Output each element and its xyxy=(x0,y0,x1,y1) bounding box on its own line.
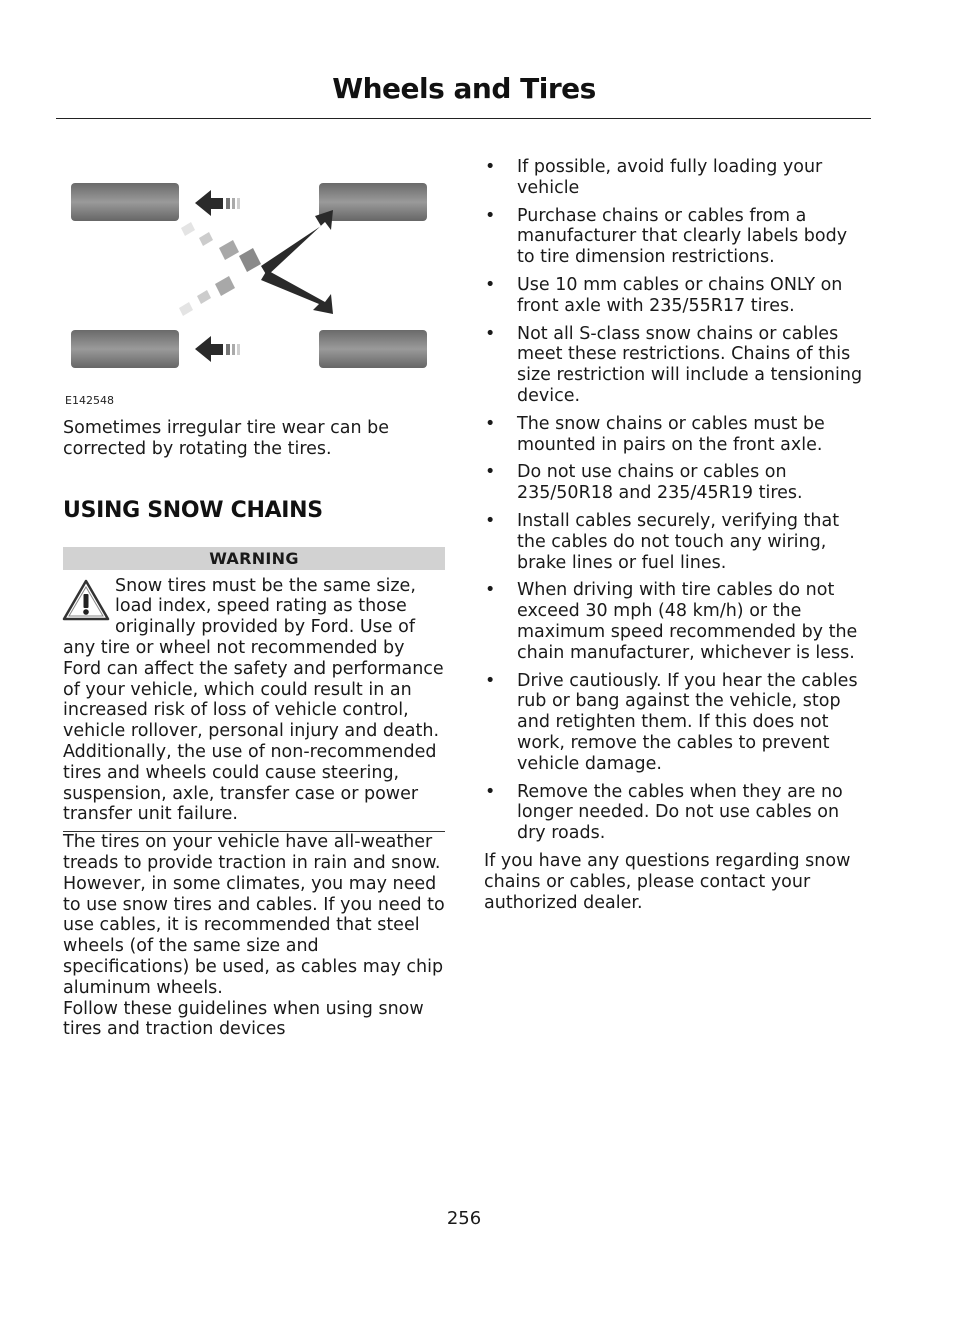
list-item xyxy=(484,275,866,317)
figure-code: E142548 xyxy=(65,394,114,407)
body-paragraph-guidelines: Follow these guidelines when using snow tires and traction devices xyxy=(63,998,424,1040)
bullet-glyph: • xyxy=(485,274,496,295)
diagonal-trail-lower xyxy=(179,276,235,316)
bullet-glyph: • xyxy=(485,157,496,177)
arrow-cross-down xyxy=(261,270,333,314)
list-item-text: Use 10 mm cables or chains ONLY on front axle with 235/55R17 tires. xyxy=(517,274,843,316)
bullet-glyph: • xyxy=(485,462,496,483)
list-item-text: Install cables securely, verifying that the cables do not touch any wiring, brake lines or fuel lines. xyxy=(517,510,840,573)
list-item xyxy=(484,671,866,775)
right-column xyxy=(484,157,866,913)
list-item xyxy=(484,580,866,663)
list-item-text: The snow chains or cables must be mounted in pairs on the front axle. xyxy=(517,413,825,455)
list-item xyxy=(484,782,866,844)
left-column xyxy=(63,170,445,1040)
arrow-cross-up xyxy=(261,210,333,276)
bullet-glyph: • xyxy=(485,510,496,531)
list-item-text: Purchase chains or cables from a manufacturer that clearly labels body to tire dimension restrictions. xyxy=(517,205,848,268)
warning-label: WARNING xyxy=(63,547,445,570)
list-item xyxy=(484,206,866,268)
tire-front-left xyxy=(71,183,179,221)
section-heading: USING SNOW CHAINS xyxy=(63,497,323,523)
list-item xyxy=(484,511,866,573)
tire-rear-right xyxy=(319,330,427,368)
list-item xyxy=(484,157,866,199)
body-paragraph-tires: The tires on your vehicle have all-weather treads to provide traction in rain and snow. However, in some climates, you may need to use snow tires and cables. If you need to use cables, it is recommended that steel wheels (of the same size and specifications) be used, as cables may chip aluminum wheels. xyxy=(63,832,445,998)
list-item-text: When driving with tire cables do not exceed 30 mph (48 km/h) or the maximum speed recommended by the chain manufacturer, whichever is less. xyxy=(517,580,858,663)
list-item-text: Remove the cables when they are no longer needed. Do not use cables on dry roads. xyxy=(517,781,843,844)
bullet-glyph: • xyxy=(485,580,496,601)
arrow-rear-left xyxy=(195,336,240,362)
warning-triangle-icon xyxy=(61,578,111,622)
title-rule xyxy=(56,118,871,119)
arrow-front-left xyxy=(195,190,240,216)
guideline-list xyxy=(484,157,866,844)
diagonal-trail-upper xyxy=(181,222,261,272)
list-item xyxy=(484,324,866,407)
warning-text: Snow tires must be the same size, load index, speed rating as those originally provided by Ford. Use of any tire or wheel not recommended by Ford can affect the safety and performance of your vehicle, which could result in an increased risk of loss of vehicle control, vehicle rollover, personal injury and death. Additionally, the use of non-recommended tires and wheels could cause steering, suspension, axle, transfer case or power transfer unit failure. xyxy=(63,575,444,825)
list-item xyxy=(484,462,866,504)
list-item xyxy=(484,414,866,456)
tire-rear-left xyxy=(71,330,179,368)
bullet-glyph: • xyxy=(485,205,496,226)
bullet-glyph: • xyxy=(485,323,496,344)
list-item-text: Drive cautiously. If you hear the cables rub or bang against the vehicle, stop and retighten them. If this does not work, remove the cables to prevent vehicle damage. xyxy=(517,670,858,774)
tire-rotation-diagram xyxy=(63,170,445,400)
warning-box xyxy=(63,576,445,833)
bullet-glyph: • xyxy=(485,413,496,434)
list-item-text: If possible, avoid fully loading your vehicle xyxy=(517,157,823,198)
page-title: Wheels and Tires xyxy=(332,72,596,105)
list-item-text: Not all S-class snow chains or cables meet these restrictions. Chains of this size restriction will include a tensioning device. xyxy=(517,323,863,406)
closing-paragraph: If you have any questions regarding snow chains or cables, please contact your authorized dealer. xyxy=(484,850,851,913)
bullet-glyph: • xyxy=(485,670,496,691)
bullet-glyph: • xyxy=(485,781,496,802)
tire-rotation-figure xyxy=(63,170,445,418)
list-item-text: Do not use chains or cables on 235/50R18 and 235/45R19 tires. xyxy=(517,462,803,504)
page-number: 256 xyxy=(446,1208,482,1229)
figure-caption: Sometimes irregular tire wear can be corrected by rotating the tires. xyxy=(63,418,390,459)
tire-front-right xyxy=(319,183,427,221)
